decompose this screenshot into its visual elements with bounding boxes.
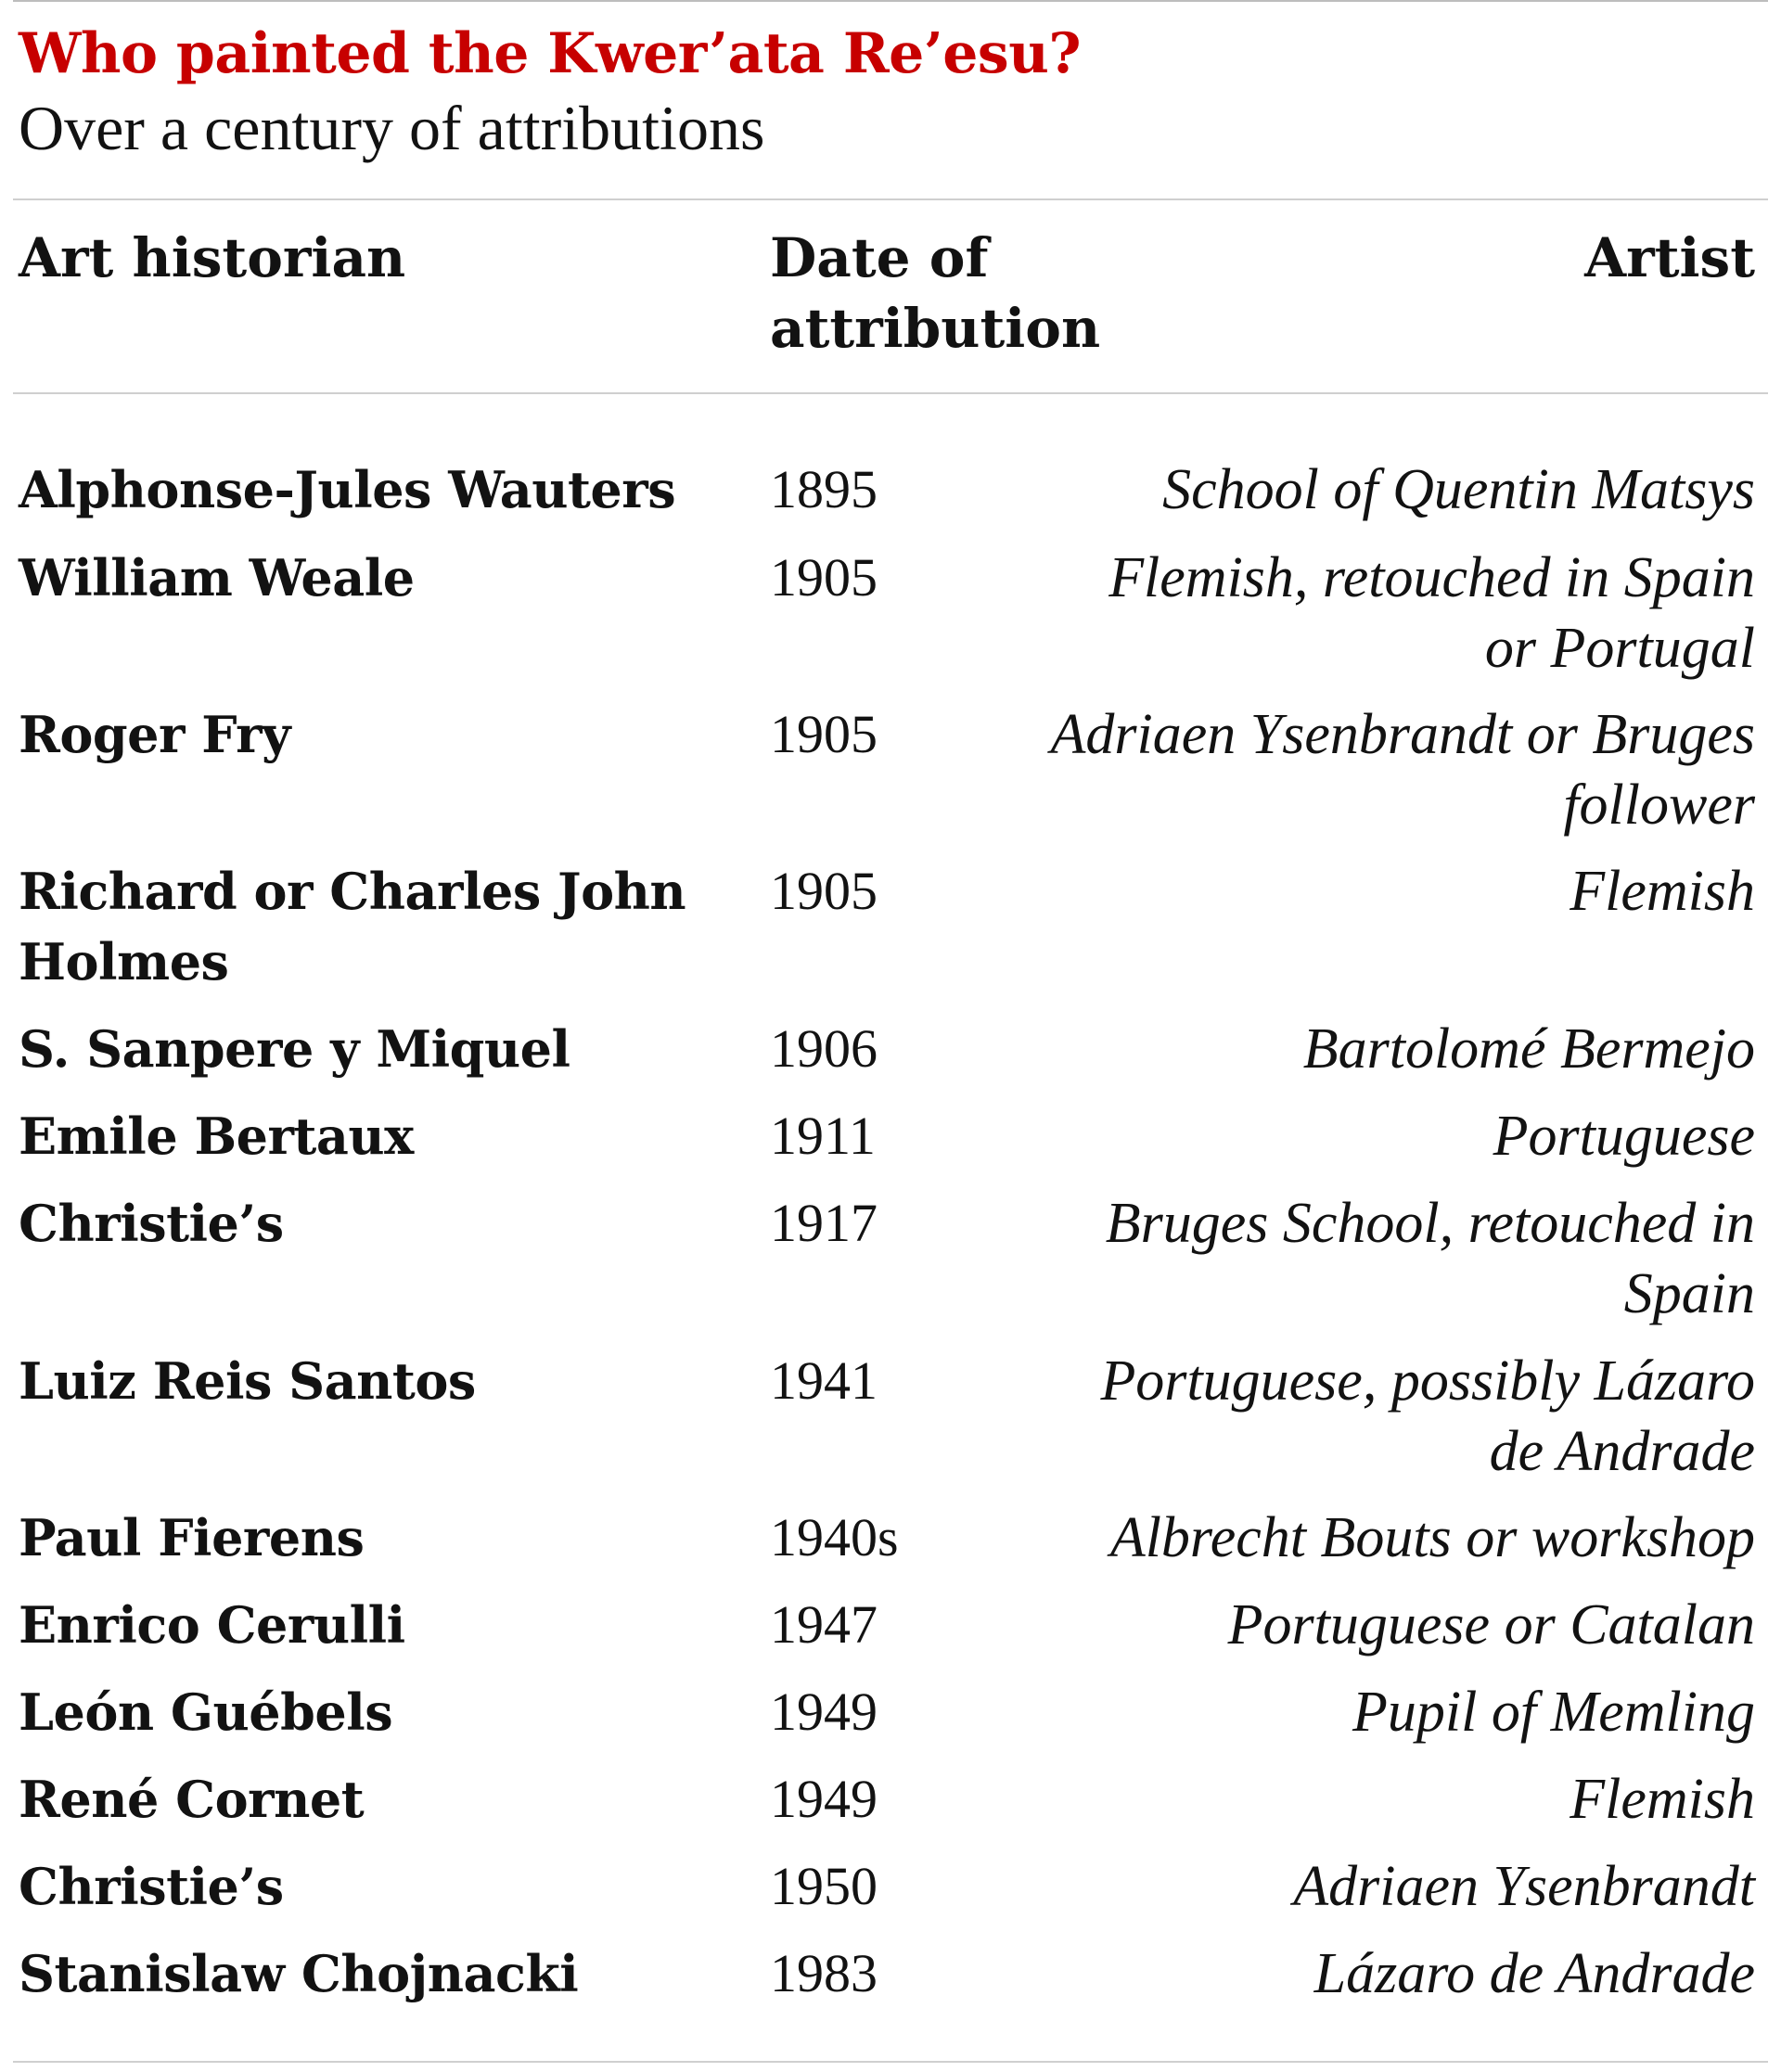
artist-cell: Adriaen Ysenbrandt xyxy=(1293,1855,1755,1918)
bottom-rule xyxy=(13,2061,1768,2063)
date-cell: 1905 xyxy=(770,547,878,608)
historian-cell: René Cornet xyxy=(19,1770,365,1829)
column-header-historian: Art historian xyxy=(19,226,406,289)
historian-cell: Emile Bertaux xyxy=(19,1106,414,1166)
date-cell: 1949 xyxy=(770,1682,878,1742)
date-cell: 1983 xyxy=(770,1943,878,2003)
date-cell: 1906 xyxy=(770,1018,878,1079)
artist-cell: Portuguese or Catalan xyxy=(1227,1593,1755,1656)
artist-cell: Portuguese, possibly Lázaro de Andrade xyxy=(1100,1349,1755,1483)
artist-cell: Pupil of Memling xyxy=(1352,1681,1755,1744)
historian-cell: León Guébels xyxy=(19,1682,393,1742)
top-rule xyxy=(13,0,1768,2)
artist-cell: Bartolomé Bermejo xyxy=(1302,1017,1755,1081)
date-cell: 1941 xyxy=(770,1350,878,1411)
artist-cell: Bruges School, retouched in Spain xyxy=(1105,1192,1755,1325)
artist-cell: Lázaro de Andrade xyxy=(1313,1942,1755,2005)
historian-cell: Stanislaw Chojnacki xyxy=(19,1944,579,2003)
historian-cell: William Weale xyxy=(19,548,415,608)
column-header-artist: Artist xyxy=(1584,226,1755,289)
artist-cell: Flemish, retouched in Spain or Portugal xyxy=(1108,546,1755,680)
historian-cell: Richard or Charles John Holmes xyxy=(19,862,686,991)
date-cell: 1905 xyxy=(770,861,878,921)
artist-cell: Flemish xyxy=(1570,860,1755,923)
historian-cell: Alphonse-Jules Wauters xyxy=(19,460,676,519)
artist-cell: School of Quentin Matsys xyxy=(1162,458,1755,521)
date-cell: 1947 xyxy=(770,1594,878,1655)
date-cell: 1949 xyxy=(770,1769,878,1829)
historian-cell: Luiz Reis Santos xyxy=(19,1351,476,1411)
historian-cell: Christie’s xyxy=(19,1194,284,1253)
date-cell: 1950 xyxy=(770,1856,878,1916)
date-cell: 1940s xyxy=(770,1507,899,1567)
artist-cell: Albrecht Bouts or workshop xyxy=(1109,1506,1755,1569)
historian-cell: Enrico Cerulli xyxy=(19,1595,405,1655)
artist-cell: Adriaen Ysenbrandt or Bruges follower xyxy=(1050,703,1755,837)
date-cell: 1905 xyxy=(770,704,878,764)
historian-cell: Paul Fierens xyxy=(19,1508,365,1567)
page-subtitle: Over a century of attributions xyxy=(19,93,765,163)
artist-cell: Portuguese xyxy=(1493,1105,1755,1168)
divider xyxy=(13,198,1768,200)
column-header-date: Date of attribution xyxy=(770,226,1101,360)
date-cell: 1895 xyxy=(770,459,878,519)
historian-cell: S. Sanpere y Miquel xyxy=(19,1019,570,1079)
divider xyxy=(13,392,1768,394)
historian-cell: Roger Fry xyxy=(19,705,290,764)
historian-cell: Christie’s xyxy=(19,1857,284,1916)
artist-cell: Flemish xyxy=(1570,1768,1755,1831)
page-title: Who painted the Kwer’ata Re’esu? xyxy=(19,21,1081,86)
date-cell: 1917 xyxy=(770,1193,878,1253)
date-cell: 1911 xyxy=(770,1106,876,1166)
